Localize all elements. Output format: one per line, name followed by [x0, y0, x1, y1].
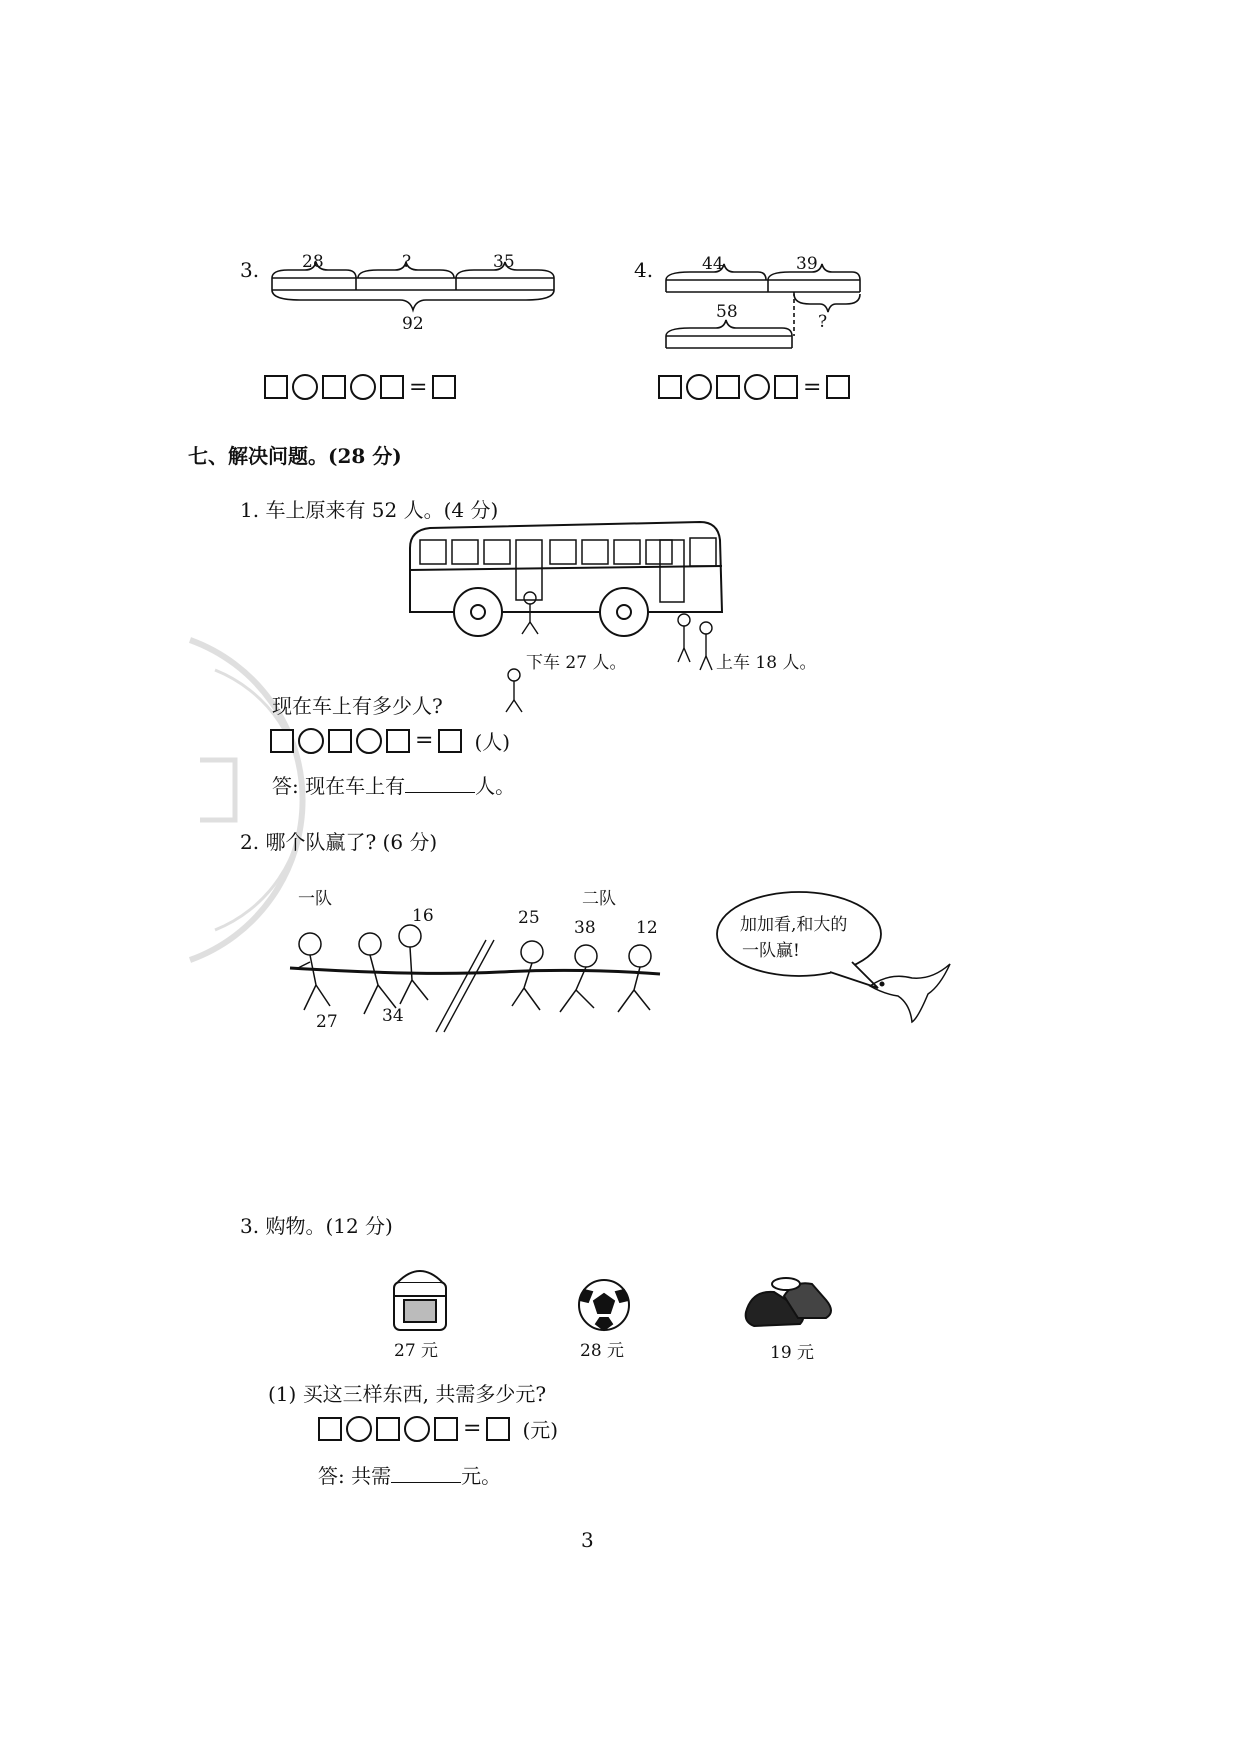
q3-sub1-question: (1) 买这三样东西, 共需多少元?	[268, 1382, 547, 1406]
stamp-watermark	[190, 640, 303, 960]
result-box[interactable]	[826, 375, 850, 399]
diagram3-total: 92	[402, 314, 424, 334]
tug-of-war-illustration	[290, 925, 660, 1032]
operator-circle[interactable]	[744, 374, 770, 400]
team1-value: 27	[316, 1012, 338, 1032]
q3-answer-prefix: 答: 共需	[318, 1464, 392, 1488]
q3-unit: (元)	[522, 1418, 559, 1442]
bus-illustration	[410, 522, 722, 712]
diagram3-seg2: ?	[402, 252, 412, 272]
q1-answer-prefix: 答: 现在车上有	[272, 774, 406, 798]
diagram4-top1: 44	[702, 254, 724, 274]
answer-box[interactable]	[716, 375, 740, 399]
q3-title: 3. 购物。(12 分)	[240, 1214, 393, 1238]
operator-circle[interactable]	[350, 374, 376, 400]
item-price-football: 28 元	[580, 1341, 625, 1361]
diagram4-unknown: ?	[818, 312, 828, 332]
answer-box[interactable]	[434, 1417, 458, 1441]
q1-on-label: 上车 18 人。	[716, 653, 817, 673]
team2-label: 二队	[582, 889, 616, 909]
backpack-icon	[394, 1271, 446, 1330]
team2-value: 12	[636, 918, 658, 938]
bubble-line2: 一队赢!	[742, 941, 800, 961]
equation-boxes-4	[658, 374, 850, 400]
team2-value: 38	[574, 918, 596, 938]
q1-question: 现在车上有多少人?	[272, 694, 443, 718]
equals-sign: =	[415, 728, 434, 753]
answer-box[interactable]	[270, 729, 294, 753]
bubble-line1: 加加看,和大的	[740, 915, 848, 935]
section-heading: 七、解决问题。(28 分)	[188, 444, 402, 468]
answer-box[interactable]	[658, 375, 682, 399]
team1-value: 16	[412, 906, 434, 926]
q1-title: 1. 车上原来有 52 人。(4 分)	[240, 498, 499, 522]
q3-answer-line	[318, 1460, 501, 1489]
q1-equation	[270, 726, 510, 755]
item-price-backpack: 27 元	[394, 1341, 439, 1361]
q1-answer-line	[272, 770, 515, 799]
answer-box[interactable]	[322, 375, 346, 399]
diagram3-number: 3.	[240, 258, 260, 282]
team1-label: 一队	[298, 889, 332, 909]
operator-circle[interactable]	[356, 728, 382, 754]
item-price-shoes: 19 元	[770, 1343, 815, 1363]
diagram3-seg3: 35	[493, 252, 515, 272]
answer-box[interactable]	[264, 375, 288, 399]
bird-icon	[870, 964, 950, 1022]
q3-equation	[318, 1414, 558, 1443]
q1-answer-blank[interactable]	[405, 774, 475, 793]
operator-circle[interactable]	[404, 1416, 430, 1442]
answer-box[interactable]	[328, 729, 352, 753]
answer-box[interactable]	[774, 375, 798, 399]
operator-circle[interactable]	[686, 374, 712, 400]
shoes-icon	[746, 1278, 831, 1326]
answer-box[interactable]	[376, 1417, 400, 1441]
diagram4-top2: 39	[796, 254, 818, 274]
result-box[interactable]	[438, 729, 462, 753]
operator-circle[interactable]	[346, 1416, 372, 1442]
team1-value: 34	[382, 1006, 404, 1026]
q2-title: 2. 哪个队赢了? (6 分)	[240, 830, 438, 854]
equation-boxes-3	[264, 374, 456, 400]
answer-box[interactable]	[380, 375, 404, 399]
diagram4-lines	[666, 264, 860, 348]
q1-answer-suffix: 人。	[475, 774, 516, 798]
equals-sign: =	[803, 374, 822, 400]
diagram3-seg1: 28	[302, 252, 324, 272]
team2-value: 25	[518, 908, 540, 928]
answer-box[interactable]	[386, 729, 410, 753]
diagram4-number: 4.	[634, 258, 654, 282]
football-icon	[579, 1280, 629, 1330]
q1-unit: (人)	[474, 730, 511, 754]
q3-answer-blank[interactable]	[391, 1464, 461, 1483]
result-box[interactable]	[486, 1417, 510, 1441]
equals-sign: =	[409, 374, 428, 400]
operator-circle[interactable]	[298, 728, 324, 754]
answer-box[interactable]	[318, 1417, 342, 1441]
operator-circle[interactable]	[292, 374, 318, 400]
diagram4-bottom: 58	[716, 302, 738, 322]
result-box[interactable]	[432, 375, 456, 399]
page-number: 3	[581, 1528, 594, 1552]
q1-off-label: 下车 27 人。	[526, 653, 627, 673]
equals-sign: =	[463, 1416, 482, 1441]
q3-answer-suffix: 元。	[461, 1464, 502, 1488]
